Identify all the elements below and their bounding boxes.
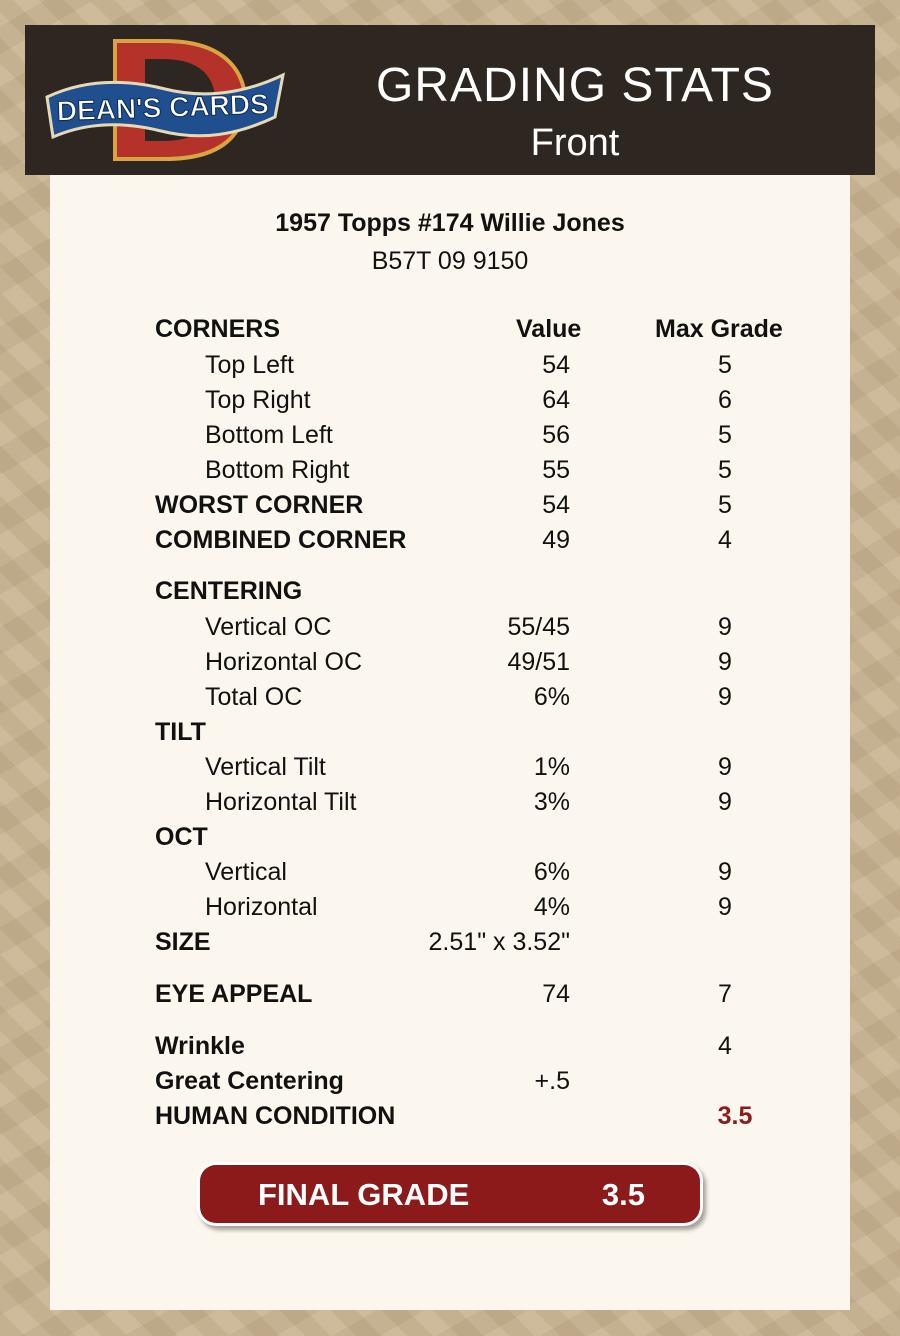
stat-label: Total OC bbox=[205, 683, 303, 711]
stat-row-great-centering bbox=[50, 1067, 850, 1097]
stat-label: Vertical bbox=[205, 858, 287, 886]
max-grade-column-header: Max Grade bbox=[655, 315, 783, 343]
stat-row-oct-vertical bbox=[50, 858, 850, 888]
final-grade-label: FINAL GRADE bbox=[258, 1177, 470, 1212]
stat-max-grade: 9 bbox=[718, 613, 732, 641]
stat-value: 1% bbox=[533, 753, 570, 781]
stat-max-grade: 4 bbox=[718, 1032, 732, 1060]
stat-row-horizontal-oc bbox=[50, 648, 850, 678]
deans-cards-logo bbox=[45, 37, 285, 163]
stat-row-bottom-right bbox=[50, 456, 850, 486]
stat-max-grade: 9 bbox=[718, 683, 732, 711]
stat-row-wrinkle bbox=[50, 1032, 850, 1062]
stat-value: 54 bbox=[542, 491, 570, 519]
stat-label: Top Right bbox=[205, 386, 311, 414]
stat-value: 3% bbox=[533, 788, 570, 816]
stat-row-eye-appeal bbox=[50, 980, 850, 1010]
stat-row-worst-corner bbox=[50, 491, 850, 521]
stat-label: Great Centering bbox=[155, 1067, 344, 1095]
stat-max-grade: 5 bbox=[718, 351, 732, 379]
stat-value: 6% bbox=[533, 683, 570, 711]
stat-row-bottom-left bbox=[50, 421, 850, 451]
stat-label: Horizontal OC bbox=[205, 648, 362, 676]
value-column-header: Value bbox=[516, 315, 582, 343]
stat-label: Vertical OC bbox=[205, 613, 332, 641]
stat-label: Bottom Left bbox=[205, 421, 333, 449]
stat-max-grade: 9 bbox=[718, 893, 732, 921]
stat-label: Bottom Right bbox=[205, 456, 350, 484]
stat-label: SIZE bbox=[155, 928, 211, 956]
stat-value: 54 bbox=[542, 351, 570, 379]
stat-label: Horizontal bbox=[205, 893, 318, 921]
stat-label: COMBINED CORNER bbox=[155, 526, 407, 554]
stat-row-size bbox=[50, 928, 850, 958]
stat-value: 64 bbox=[542, 386, 570, 414]
section-heading: TILT bbox=[155, 718, 206, 746]
card-id: B57T 09 9150 bbox=[371, 247, 529, 275]
stat-max-grade: 6 bbox=[718, 386, 732, 414]
stat-row-vertical-oc bbox=[50, 613, 850, 643]
page-title: GRADING STATS bbox=[376, 59, 774, 112]
stat-value: 49 bbox=[542, 526, 570, 554]
final-grade-value: 3.5 bbox=[601, 1177, 645, 1212]
stat-max-grade: 7 bbox=[718, 980, 732, 1008]
stat-label: Top Left bbox=[205, 351, 294, 379]
stat-row-top-left bbox=[50, 351, 850, 381]
header-bar bbox=[25, 25, 875, 175]
stat-value: 49/51 bbox=[507, 648, 570, 676]
stat-label: HUMAN CONDITION bbox=[155, 1102, 396, 1130]
stat-label: Vertical Tilt bbox=[205, 753, 326, 781]
section-heading: CORNERS bbox=[155, 315, 281, 343]
stat-max-grade: 9 bbox=[718, 648, 732, 676]
oct-header-row bbox=[50, 823, 850, 853]
stat-label: EYE APPEAL bbox=[155, 980, 313, 1008]
stat-value: 55 bbox=[542, 456, 570, 484]
stat-max-grade: 9 bbox=[718, 788, 732, 816]
stat-label: Horizontal Tilt bbox=[205, 788, 357, 816]
stat-value: +.5 bbox=[534, 1067, 570, 1095]
tilt-header-row bbox=[50, 718, 850, 748]
stat-row-vertical-tilt bbox=[50, 753, 850, 783]
centering-header-row bbox=[50, 577, 850, 607]
card-title: 1957 Topps #174 Willie Jones bbox=[275, 209, 625, 237]
section-heading: OCT bbox=[155, 823, 208, 851]
stat-max-grade: 4 bbox=[718, 526, 732, 554]
stat-value: 6% bbox=[533, 858, 570, 886]
stat-max-grade: 5 bbox=[718, 421, 732, 449]
grading-panel bbox=[50, 175, 850, 1310]
corners-header-row bbox=[50, 315, 850, 345]
stat-value: 4% bbox=[533, 893, 570, 921]
stat-row-horizontal-tilt bbox=[50, 788, 850, 818]
stat-label: WORST CORNER bbox=[155, 491, 364, 519]
stat-max-grade: 5 bbox=[718, 491, 732, 519]
final-grade-badge bbox=[200, 1165, 700, 1223]
stat-row-oct-horizontal bbox=[50, 893, 850, 923]
stat-row-combined-corner bbox=[50, 526, 850, 556]
svg-text:DEAN'S CARDS: DEAN'S CARDS bbox=[56, 88, 270, 127]
stat-max-grade: 5 bbox=[718, 456, 732, 484]
human-condition-grade: 3.5 bbox=[717, 1102, 753, 1130]
stat-value: 56 bbox=[542, 421, 570, 449]
stat-label: Wrinkle bbox=[155, 1032, 245, 1060]
stat-value: 55/45 bbox=[507, 613, 570, 641]
stat-max-grade: 9 bbox=[718, 858, 732, 886]
stat-row-top-right bbox=[50, 386, 850, 416]
stat-row-human-condition bbox=[50, 1102, 850, 1132]
page-subtitle: Front bbox=[530, 122, 620, 164]
stat-value: 2.51" x 3.52" bbox=[428, 928, 570, 956]
stat-max-grade: 9 bbox=[718, 753, 732, 781]
stat-value: 74 bbox=[542, 980, 570, 1008]
stat-row-total-oc bbox=[50, 683, 850, 713]
section-heading: CENTERING bbox=[155, 577, 303, 605]
